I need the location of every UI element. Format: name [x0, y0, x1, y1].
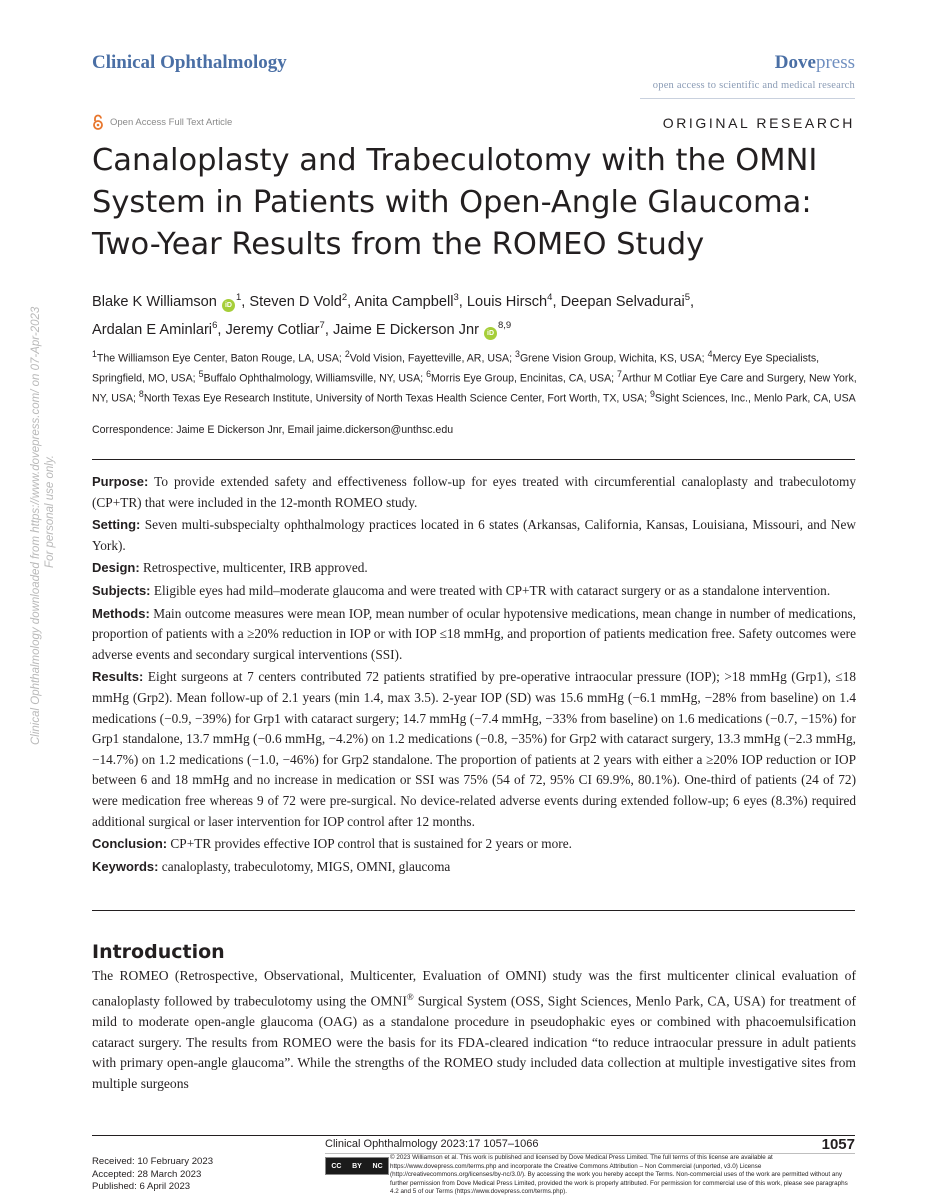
creative-commons-badge[interactable] — [325, 1157, 389, 1175]
open-access-lock-icon — [92, 114, 104, 130]
received-date: Received: 10 February 2023 — [92, 1156, 214, 1167]
cc-icon: CC — [331, 1162, 342, 1170]
orcid-icon[interactable]: iD — [484, 327, 497, 340]
abstract-methods: Methods: Main outcome measures were mean IOP, mean number of ocular hypotensive medications, mean change in number of medications, proportion of patients with a ≥20% reduction in IOP or with IOP ≤18 mmHg, and proportion of patients medication free. Safety outcomes were adverse events and secondary surgical interventions (SSI). — [92, 605, 856, 662]
publisher-tagline: open access to scientific and medical research — [652, 80, 855, 91]
header-divider — [640, 98, 855, 99]
abstract-setting: Setting: Seven multi-subspecialty ophthalmology practices located in 6 states (Arkansas, California, Kansas, Louisiana, Missouri, and New York). — [92, 517, 856, 553]
author-list: Blake K Williamson $iD^1$, Steven D Vold$^2$, Anita Campbell$^3$, Louis Hirsch$^4$, Deepan Selvadurai$^5$, Ardalan E Aminlari$^6$, Jeremy Cotliar$^7$, Jaime E Dickerson Jnr iD$^{8,9}$ — [92, 292, 695, 338]
abstract-design: Design: Retrospective, multicenter, IRB approved. — [92, 560, 368, 576]
nc-icon: NC — [372, 1162, 383, 1170]
author[interactable]: Steven D Vold$^2$ — [249, 292, 348, 310]
author[interactable]: Jaime E Dickerson Jnr iD$^{8,9}$ — [332, 319, 512, 338]
publisher-logo — [775, 52, 855, 74]
orcid-icon[interactable]: iD — [222, 299, 235, 312]
download-notice: Clinical Ophthalmology downloaded from https://www.dovepress.com/ on 07-Apr-2023 — [30, 306, 42, 745]
affiliations: $^1$The Williamson Eye Center, Baton Rouge, LA, USA; $^2$Vold Vision, Fayetteville, AR, USA; $^3$Grene Vision Group, Wichita, KS, USA; $^4$Mercy Eye Specialists, Springfield, MO, USA; $^5$Buffalo Ophthalmology, Williamsville, NY, USA; $^6$Morris Eye Group, Encinitas, CA, USA; $^7$Arthur M Cotliar Eye Care and Surgery, New York, NY, USA; $^8$North Texas Eye Research Institute, University of North Texas Health Science Center, Fort Worth, TX, USA; $^9$Sight Sciences, Inc., Menlo Park, CA, USA — [92, 349, 857, 405]
by-icon: BY — [352, 1162, 362, 1170]
abstract-bottom-rule — [92, 910, 855, 911]
brand-bold: Dove — [774, 52, 816, 73]
personal-use-notice: For personal use only. — [44, 455, 56, 568]
accepted-date: Accepted: 28 March 2023 — [92, 1168, 202, 1180]
abstract — [92, 472, 856, 879]
author[interactable]: Blake K Williamson $iD^1$ — [92, 292, 242, 310]
footer-divider — [92, 1135, 855, 1136]
abstract-purpose: Purpose: To provide extended safety and effectiveness follow-up for eyes treated with circumferential canaloplasty and trabeculotomy (CP+TR) that were included in the 12-month ROMEO study. — [92, 474, 856, 510]
abstract-top-rule — [92, 459, 855, 460]
license-text: © 2023 Williamson et al. This work is published and licensed by Dove Medical Press Limited. The full terms of this license are available at https://www.dovepress.com/terms.php and incorporate the Creative Commons Attribution – Non Commercial (unported, v3.0) License (http://creativecommons.org/licenses/by-nc/3.0/). By accessing the work you hereby accept the Terms. Non-commercial uses of the work are permitted without any further permission from Dove Medical Press Limited, provided the work is properly attributed. For permission for commercial use of this work, please see paragraphs 4.2 and 5 of our Terms (https://www.dovepress.com/terms.php). — [390, 1154, 848, 1195]
abstract-subjects: Subjects: Eligible eyes had mild–moderate glaucoma and were treated with CP+TR with cataract surgery or as a standalone intervention. — [92, 582, 831, 598]
author[interactable]: Louis Hirsch$^4$ — [466, 292, 553, 310]
author[interactable]: Ardalan E Aminlari$^6$ — [92, 319, 218, 338]
published-date: Published: 6 April 2023 — [92, 1181, 191, 1193]
open-access-text: Open Access Full Text Article — [110, 116, 233, 128]
author[interactable]: Jeremy Cotliar$^7$ — [225, 319, 325, 338]
article-dates — [92, 1156, 213, 1194]
article-title: Canaloplasty and Trabeculotomy with the OMNI System in Patients with Open-Angle Glaucoma: Two-Year Results from the ROMEO Study — [92, 143, 818, 262]
article-type: ORIGINAL RESEARCH — [662, 115, 855, 131]
author[interactable]: Deepan Selvadurai$^5$ — [560, 292, 690, 310]
abstract-results: Results: Eight surgeons at 7 centers contributed 72 patients stratified by pre-operative intraocular pressure (IOP); >18 mmHg (Grp1), ≤18 mmHg (Grp2). Mean follow-up of 2.1 years (min 1.4, max 3.5). 2-year IOP (SD) was 15.6 mmHg (−6.1 mmHg, −28% from baseline) on 1.4 medications (−0.9, −39%) for Grp1 with cataract surgery; 14.7 mmHg (−7.4 mmHg, −33% from baseline) on 1.6 medications (−0.7, −15%) for Grp1 standalone, 13.7 mmHg (−0.6 mmHg, −4.2%) on 1.2 medications (−0.8, −35%) for Grp2 with cataract surgery, 13.3 mmHg (−2.3 mmHg, −14.7%) on 1.2 medications (−1.0, −46%) for Grp2 standalone. The proportion of patients at 2 years with either a ≥20% IOP reduction or IOP between 6 and 18 mmHg and no increase in medication or SSI was 75% (54 of 72, 95% CI 69.9%, 80.1%). One-third of patients (24 of 72) were medication free whereas 9 of 72 were pre-surgical. No device-related adverse events during extended follow-up; 6 eyes (8.3%) required additional surgical or laser intervention for IOP control after 12 months. — [92, 669, 856, 829]
correspondence: Correspondence: Jaime E Dickerson Jnr, Email jaime.dickerson@unthsc.edu — [92, 424, 454, 436]
citation: Clinical Ophthalmology 2023:17 1057–1066 — [325, 1138, 539, 1150]
abstract-conclusion: Conclusion: CP+TR provides effective IOP control that is sustained for 2 years or more. — [92, 836, 572, 852]
open-access-label — [92, 114, 232, 130]
abstract-keywords: Keywords: canaloplasty, trabeculotomy, MIGS, OMNI, glaucoma — [92, 858, 451, 874]
journal-name: Clinical Ophthalmology — [92, 52, 287, 73]
author[interactable]: Anita Campbell$^3$ — [354, 292, 459, 310]
page-number: 1057 — [821, 1136, 855, 1153]
brand-light: press — [815, 52, 855, 73]
introduction-text: The ROMEO (Retrospective, Observational, Multicenter, Evaluation of OMNI) study was the first multicenter clinical evaluation of canaloplasty followed by trabeculotomy using the OMNI® Surgical System (OSS, Sight Sciences, Menlo Park, CA, USA) for treatment of mild to moderate open-angle glaucoma (OAG) as a standalone procedure in pseudophakic eyes or combined with phacoemulsification cataract surgery. The results from ROMEO were the basis for its FDA-cleared indication “to reduce intraocular pressure in adult patients with primary open-angle glaucoma”. While the strengths of the ROMEO study included data collection at multiple investigative sites from multiple surgeons — [92, 968, 856, 1092]
introduction-heading: Introduction — [92, 941, 225, 963]
